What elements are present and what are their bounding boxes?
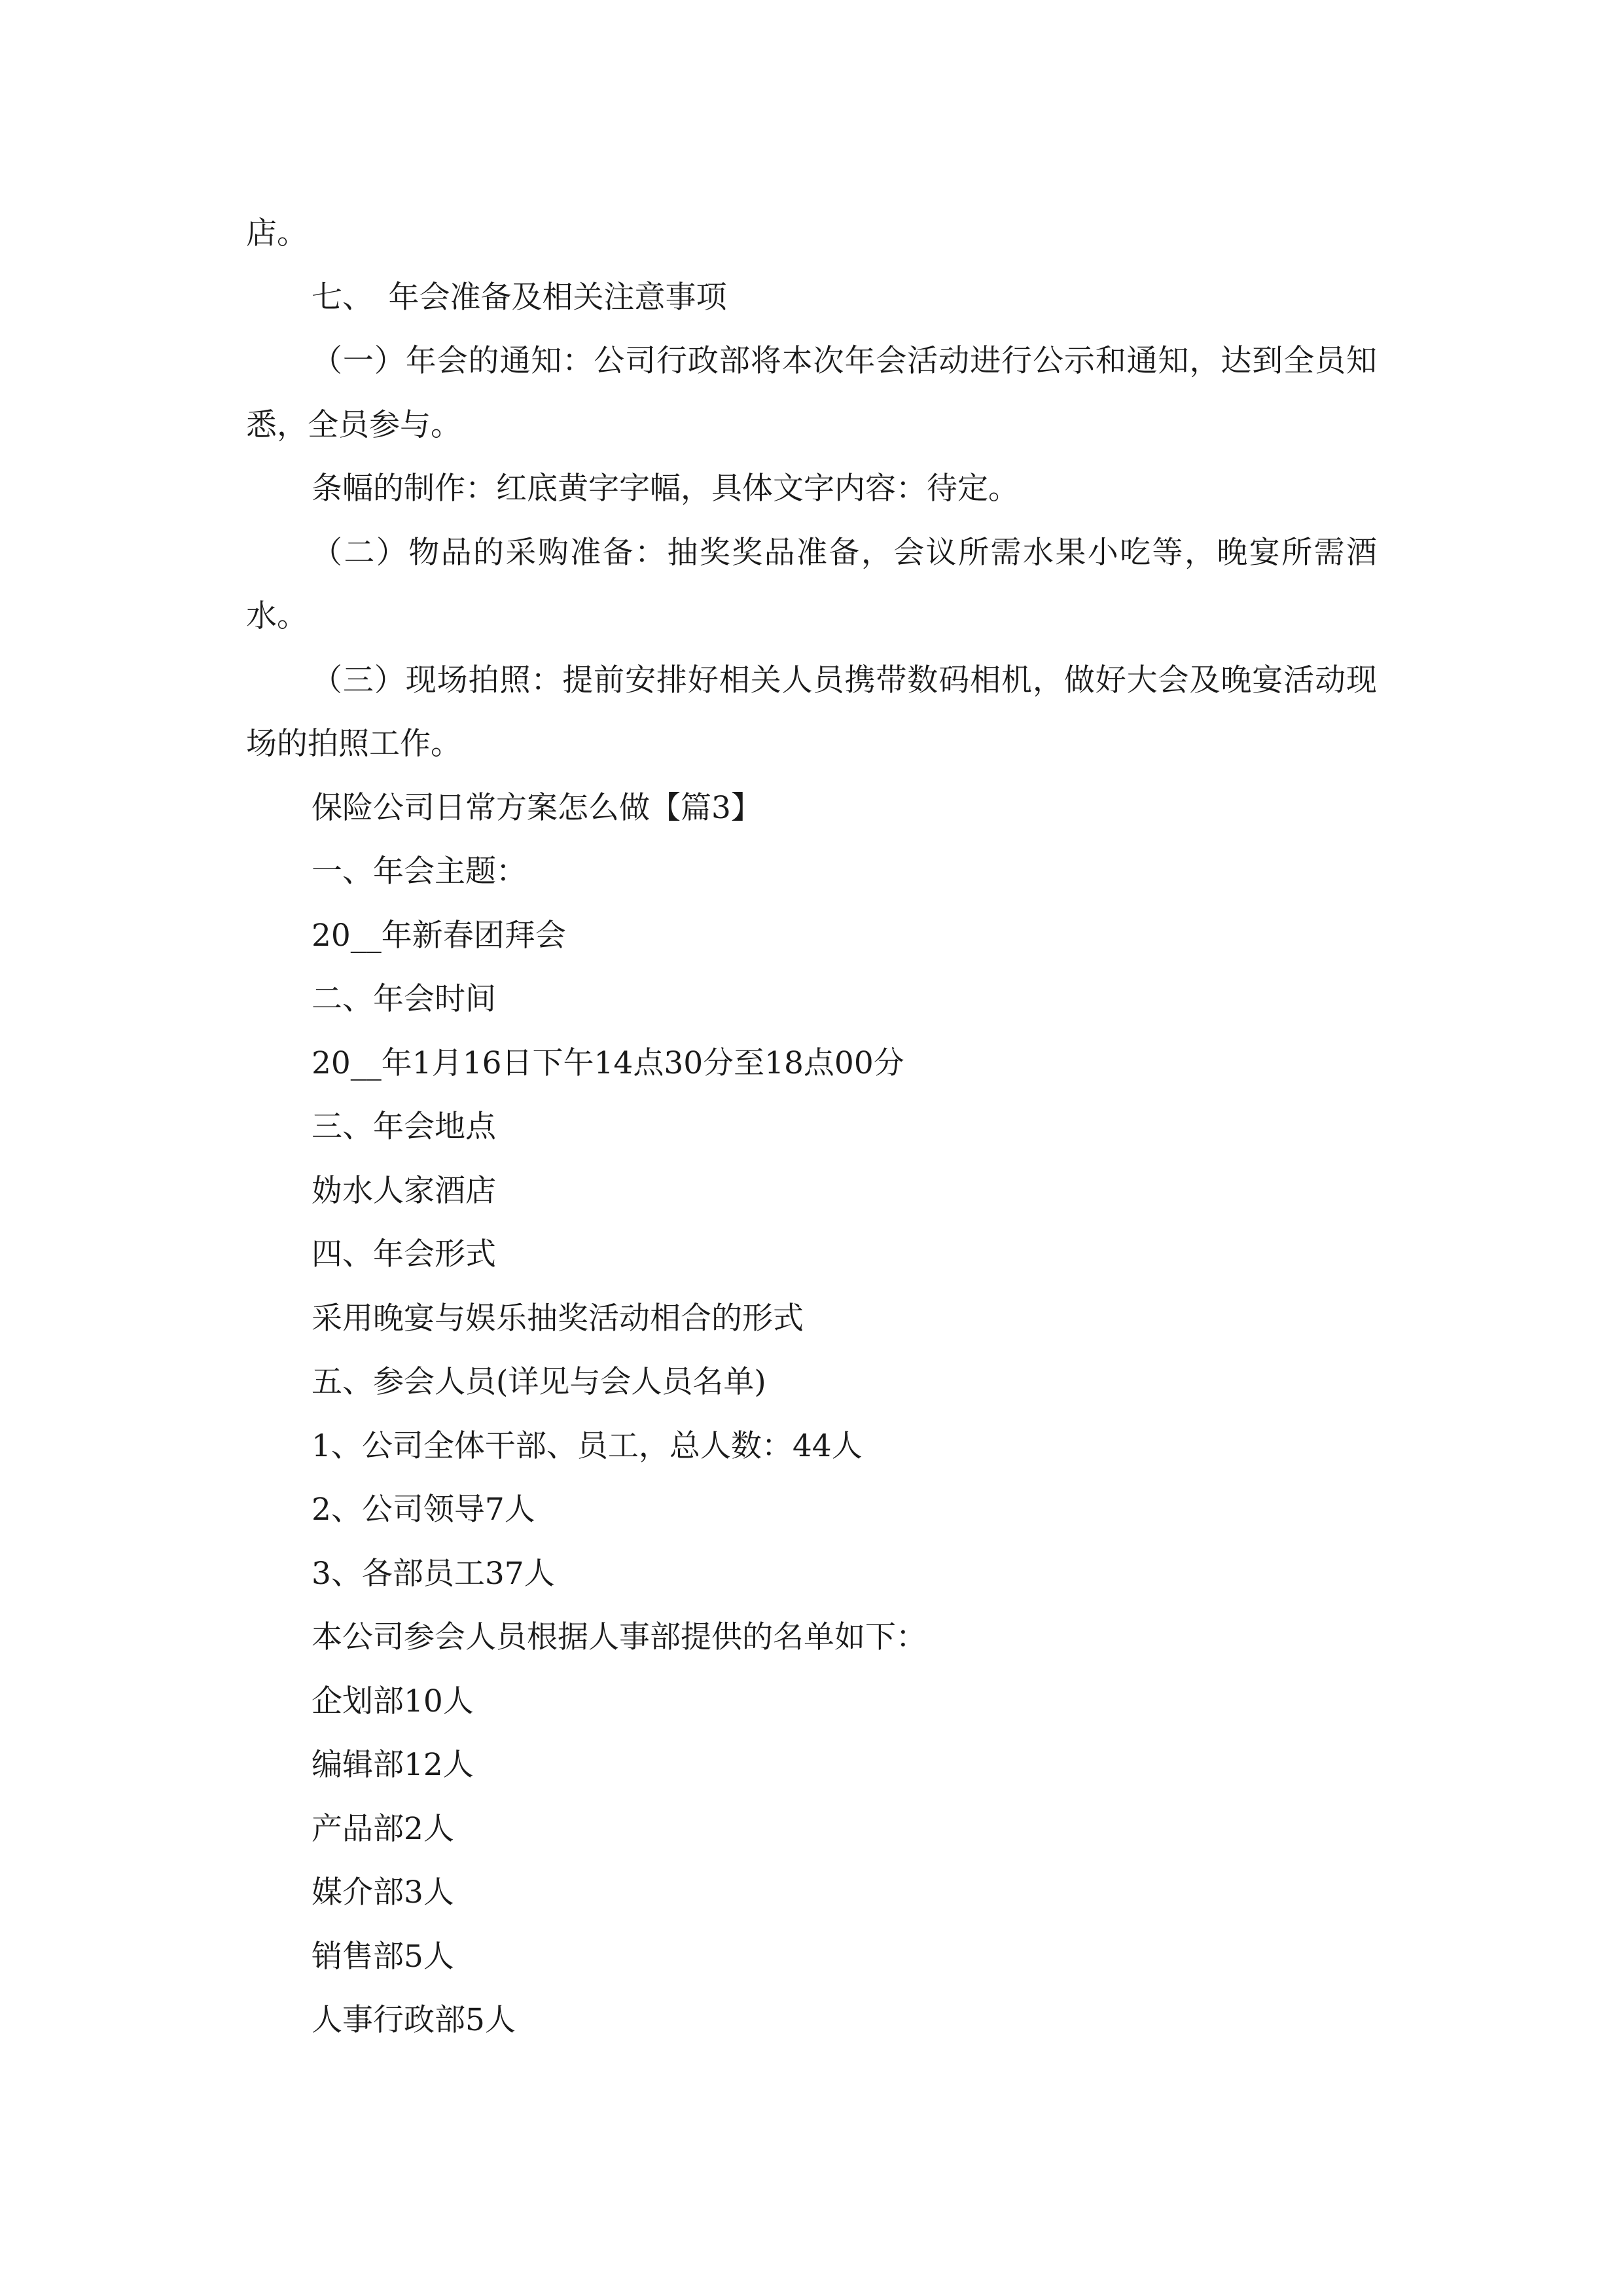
paragraph-purchasing: （二）物品的采购准备：抽奖奖品准备，会议所需水果小吃等，晚宴所需酒水。 (246, 534, 1377, 634)
section-heading-theme: 一、年会主题： (312, 853, 527, 889)
paragraph-continuation: 店。 (246, 215, 308, 251)
theme-text: 20__年新春团拜会 (312, 917, 566, 954)
section-heading-attendees: 五、参会人员(详见与会人员名单) (312, 1364, 766, 1400)
department-product: 产品部2人 (312, 1810, 454, 1847)
department-editorial: 编辑部12人 (312, 1747, 474, 1783)
article-title: 保险公司日常方案怎么做【篇3】 (312, 789, 762, 826)
attendees-staff: 3、各部员工37人 (312, 1555, 555, 1592)
paragraph-notice: （一）年会的通知：公司行政部将本次年会活动进行公示和通知，达到全员知悉，全员参与。 (246, 343, 1377, 443)
attendees-list-intro: 本公司参会人员根据人事部提供的名单如下： (312, 1619, 927, 1655)
paragraph-photography: （三）现场拍照：提前安排好相关人员携带数码相机，做好大会及晚宴活动现场的拍照工作。 (246, 662, 1377, 762)
attendees-total: 1、公司全体干部、员工，总人数：44人 (312, 1427, 863, 1464)
department-media: 媒介部3人 (312, 1874, 454, 1910)
attendees-leaders: 2、公司领导7人 (312, 1492, 535, 1528)
format-text: 采用晚宴与娱乐抽奖活动相合的形式 (312, 1300, 804, 1336)
section-heading-location: 三、年会地点 (312, 1109, 496, 1145)
location-text: 妫水人家酒店 (312, 1172, 496, 1209)
department-planning: 企划部10人 (312, 1683, 474, 1719)
section-heading-time: 二、年会时间 (312, 981, 496, 1017)
document-body (246, 202, 1377, 2053)
department-sales: 销售部5人 (312, 1938, 454, 1975)
department-hr-admin: 人事行政部5人 (312, 2002, 516, 2038)
time-text: 20__年1月16日下午14点30分至18点00分 (312, 1045, 904, 1081)
section-heading-format: 四、年会形式 (312, 1236, 496, 1272)
paragraph-banner: 条幅的制作：红底黄字字幅，具体文字内容：待定。 (312, 471, 1019, 507)
section-heading-7: 七、 年会准备及相关注意事项 (312, 279, 727, 315)
